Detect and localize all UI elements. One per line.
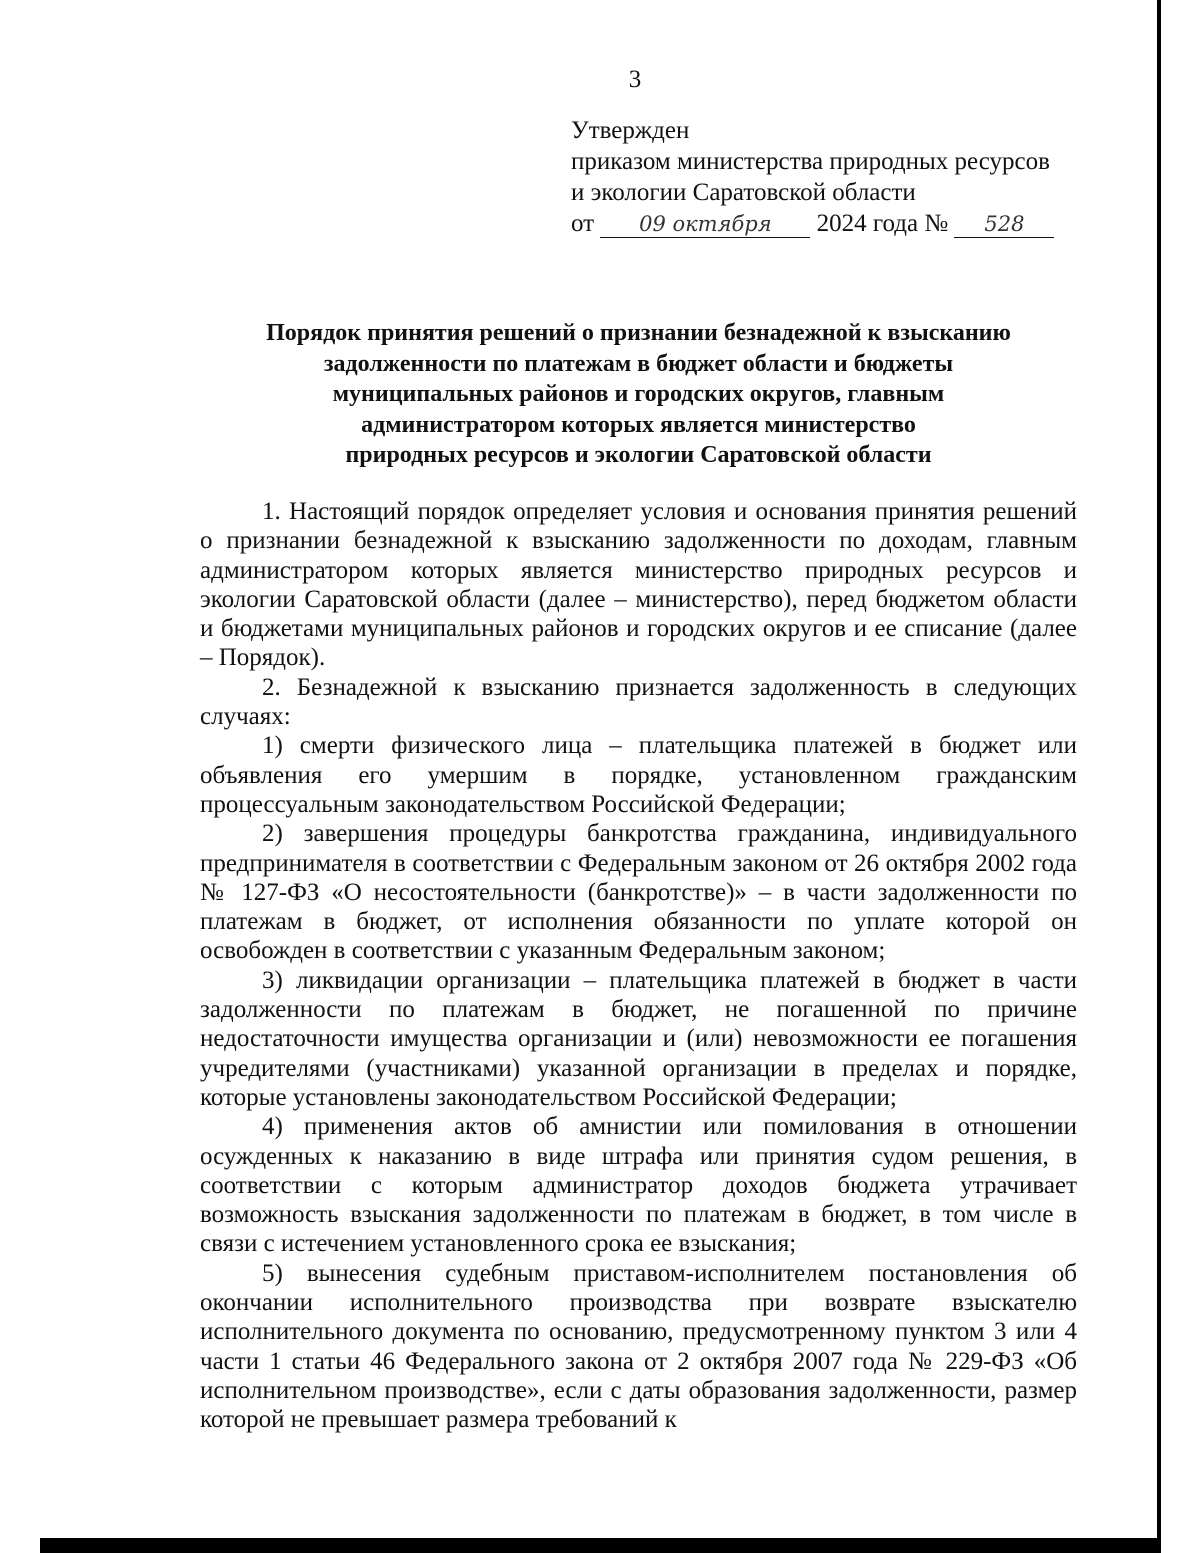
paragraph-2: 2. Безнадежной к взысканию признается задолженность в следующих случаях: bbox=[200, 673, 1077, 731]
title-line-5: природных ресурсов и экологии Саратовской области bbox=[345, 442, 932, 468]
paragraph-case-5: 5) вынесения судебным приставом-исполнителем постановления об окончании исполнительного производства при возврате взыскателю исполнительного документа по основанию, предусмотренному пунктом 3 или 4 части 1 статьи 46 Федерального закона от 2 октября 2007 года № 229-ФЗ «Об исполнительном производстве», если с даты образования задолженности, размер которой не превышает размера требований к bbox=[200, 1259, 1077, 1434]
approval-stamp-block bbox=[571, 115, 1091, 239]
handwritten-order-number: 528 bbox=[954, 211, 1054, 238]
approval-line-1: Утвержден bbox=[571, 117, 690, 144]
paragraph-case-4: 4) применения актов об амнистии или помилования в отношении осужденных к наказанию в виде штрафа или принятия судом решения, в соответствии с которым администратор доходов бюджета утрачивает возможность взыскания задолженности по платежам в бюджет, в том числе в связи с истечением установленного срока ее взыскания; bbox=[200, 1113, 1077, 1258]
year-label: 2024 года № bbox=[816, 210, 949, 237]
paragraph-case-2: 2) завершения процедуры банкротства гражданина, индивидуального предпринимателя в соответствии с Федеральным законом от 26 октября 2002 года № 127-ФЗ «О несостоятельности (банкротстве)» – в части задолженности по платежам в бюджет, от исполнения обязанности по уплате которой он освобожден в соответствии с указанным Федеральным законом; bbox=[200, 820, 1077, 965]
approval-line-2: приказом министерства природных ресурсов bbox=[571, 148, 1050, 175]
title-line-2: задолженности по платежам в бюджет области и бюджеты bbox=[323, 350, 954, 377]
title-line-1: Порядок принятия решений о признании безнадежной к взысканию bbox=[266, 320, 1011, 346]
scan-right-edge bbox=[1157, 0, 1161, 1553]
document-title bbox=[200, 318, 1077, 471]
page-number: 3 bbox=[628, 66, 642, 93]
paragraph-case-3: 3) ликвидации организации – плательщика платежей в бюджет в части задолженности по платежам в бюджет, не погашенной по причине недостаточности имущества организации и (или) невозможности ее погашения учредителями (участниками) указанной организации в пределах и порядке, которые установлены законодательством Российской Федерации; bbox=[200, 966, 1077, 1111]
paragraph-case-1: 1) смерти физического лица – плательщика платежей в бюджет или объявления его умершим в порядке, установленном гражданским процессуальным законодательством Российской Федерации; bbox=[200, 732, 1077, 818]
handwritten-date: 09 октября bbox=[600, 211, 810, 238]
title-line-4: администратором которых является министерство bbox=[361, 411, 916, 438]
paragraph-1: 1. Настоящий порядок определяет условия и основания принятия решений о признании безнадежной к взысканию задолженности по доходам, главным администратором которых является министерство природных ресурсов и экологии Саратовской области (далее – министерство), перед бюджетом области и бюджетами муниципальных районов и городских округов и ее списание (далее – Порядок). bbox=[200, 498, 1077, 672]
title-line-3: муниципальных районов и городских округов, главным bbox=[332, 381, 945, 407]
approval-date-line bbox=[571, 208, 1091, 239]
from-label: от bbox=[571, 210, 595, 237]
document-body bbox=[200, 497, 1077, 1435]
scan-bottom-edge bbox=[40, 1538, 1161, 1553]
approval-line-3: и экологии Саратовской области bbox=[571, 179, 916, 206]
